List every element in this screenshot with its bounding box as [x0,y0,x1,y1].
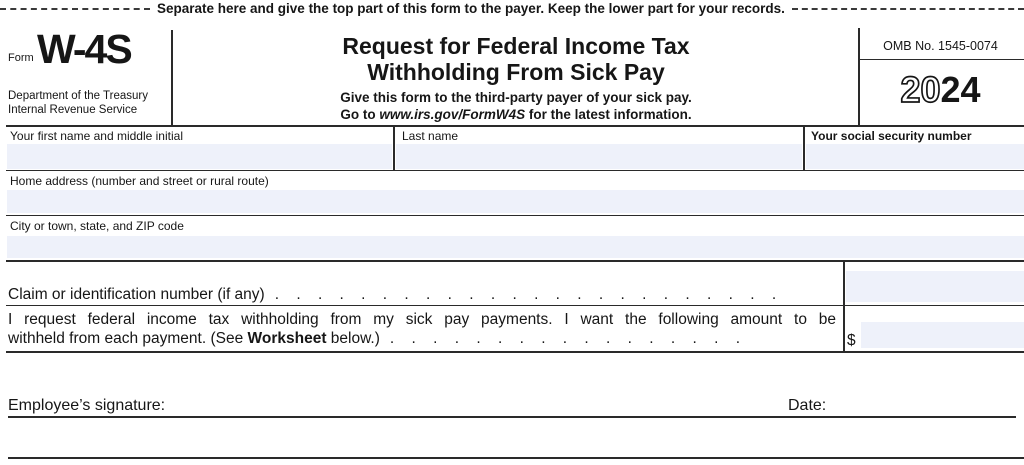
irs-url-text: www.irs.gov/FormW4S [379,107,526,122]
go-to-text: Go to [340,107,380,122]
request-line2-prefix: withheld from each payment. (See [8,330,248,347]
ssn-label: Your social security number [811,129,972,143]
form-title-line-1: Request for Federal Income Tax [342,33,690,59]
form-year [859,69,1022,110]
separator-dashes-left [0,8,150,10]
first-name-input[interactable] [7,144,392,169]
claim-request-divider [843,262,845,352]
ssn-input[interactable] [806,144,1024,169]
form-number: W-4S [37,26,131,72]
agency-line-2: Internal Revenue Service [8,104,138,116]
agency-line-1: Department of the Treasury [8,90,148,102]
name-row-bottom-border [6,170,1024,171]
claim-label: Claim or identification number (if any) [8,286,265,303]
name-row-divider-2 [803,127,805,171]
last-name-label: Last name [402,129,459,143]
separator-text: Separate here and give the top part of this form to the payer. Keep the lower part for your records. [157,1,785,16]
request-statement-line-2 [8,329,740,348]
form-title-line-2: Withholding From Sick Pay [367,59,665,85]
form-subtitle-line-1: Give this form to the third-party payer of your sick pay. [340,90,692,105]
employee-signature-label: Employee’s signature: [8,397,166,414]
home-address-label: Home address (number and street or rural route) [10,174,269,188]
withholding-amount-input[interactable] [861,322,1024,348]
form-title-block [178,33,854,123]
claim-line [8,285,776,304]
year-solid-part: 24 [940,69,981,110]
name-row-divider-1 [393,127,395,171]
signature-line[interactable] [8,416,1016,418]
date-label: Date: [788,397,827,414]
header-divider-left [171,30,173,126]
request-row-bottom-border [6,351,1024,353]
city-row-bottom-border [6,260,1024,262]
claim-row-bottom-border [6,305,1024,306]
first-name-label: Your first name and middle initial [10,129,183,143]
dollar-sign: $ [847,332,856,349]
separator-dashes-right [792,8,1024,10]
city-label: City or town, state, and ZIP code [10,219,184,233]
claim-number-input[interactable] [846,271,1024,302]
worksheet-word: Worksheet [247,330,327,347]
omb-underline [859,59,1024,60]
request-line2-suffix: below.) [326,330,380,347]
form-subtitle-line-2 [178,106,854,123]
header-bottom-border [6,125,1024,127]
city-input[interactable] [7,236,1024,258]
separator-row [0,0,1024,17]
page-bottom-border [8,457,1024,459]
claim-dot-leaders: . . . . . . . . . . . . . . . . . . . . . . . . [274,286,777,303]
address-row-bottom-border [6,215,1024,216]
request-dot-leaders: . . . . . . . . . . . . . . . . . [389,330,741,347]
omb-number: OMB No. 1545-0074 [883,39,998,53]
year-outline-part: 20 [900,69,941,110]
home-address-input[interactable] [7,190,1024,213]
form-word-label: Form [8,52,34,64]
latest-info-text: for the latest information. [525,107,692,122]
last-name-input[interactable] [396,144,802,169]
request-statement-line-1: I request federal income tax withholding from my sick pay payments. I want the following amount to be [8,311,836,328]
